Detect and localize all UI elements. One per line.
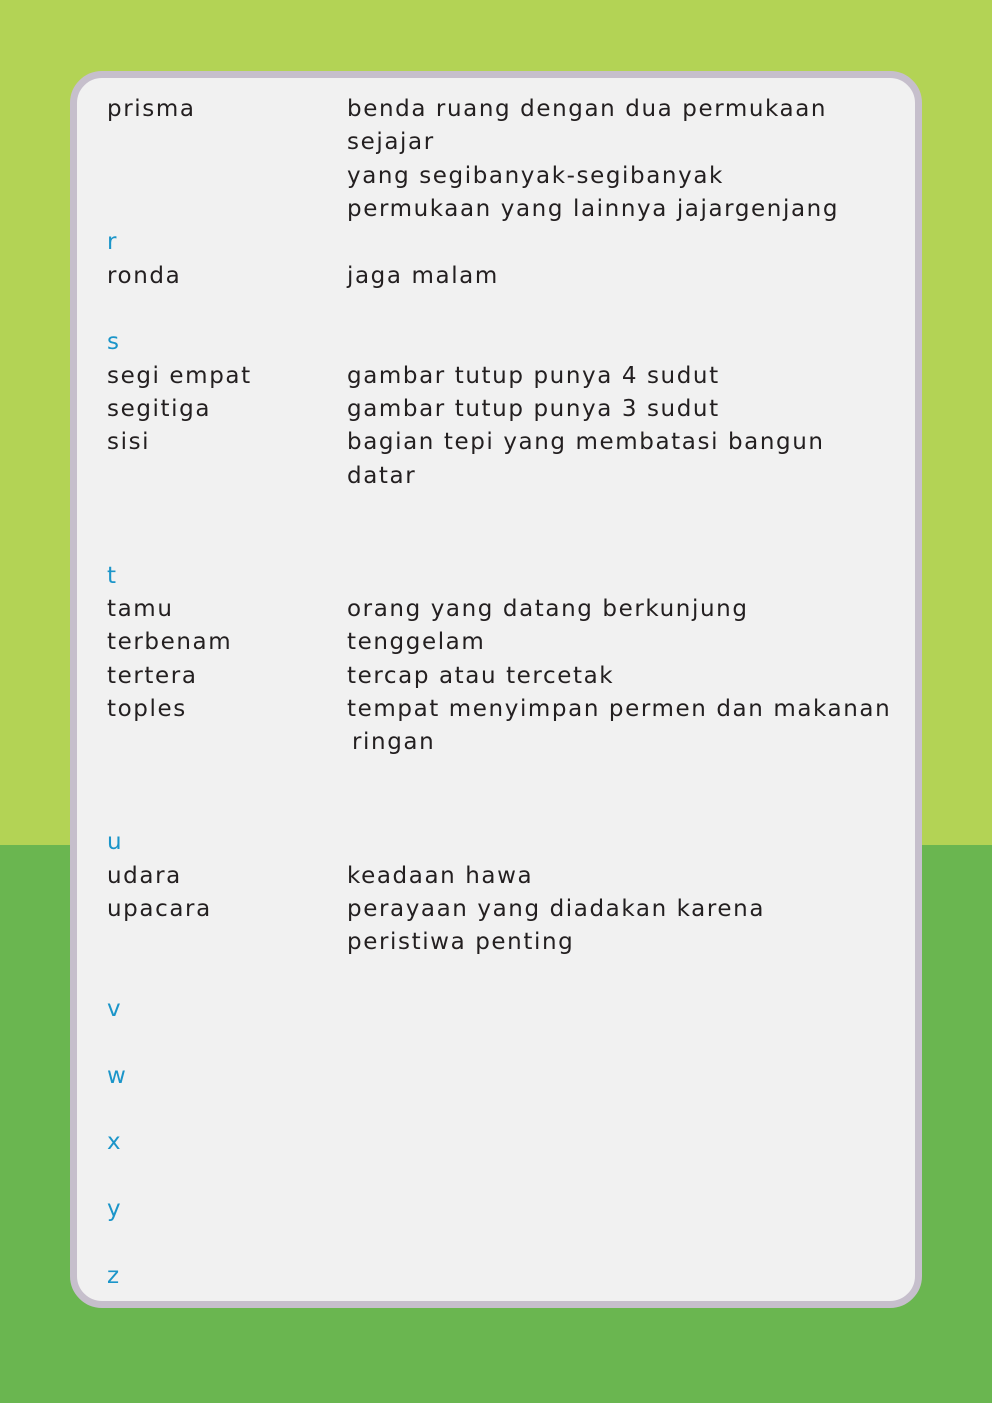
entry-term: toples bbox=[107, 696, 187, 722]
entry-definition: tenggelam bbox=[347, 629, 486, 655]
section-letter-r: r bbox=[107, 229, 117, 255]
entry-definition: bagian tepi yang membatasi bangun bbox=[347, 429, 825, 455]
entry-definition: permukaan yang lainnya jajargenjang bbox=[347, 196, 840, 222]
entry-term: udara bbox=[107, 863, 182, 889]
entry-definition: perayaan yang diadakan karena bbox=[347, 896, 766, 922]
entry-definition: jaga malam bbox=[347, 263, 499, 289]
entry-definition: gambar tutup punya 3 sudut bbox=[347, 396, 720, 422]
entry-term: terbenam bbox=[107, 629, 233, 655]
section-letter-x: x bbox=[107, 1129, 121, 1155]
entry-definition: orang yang datang berkunjung bbox=[347, 596, 749, 622]
entry-definition: ringan bbox=[352, 729, 436, 755]
section-letter-z: z bbox=[107, 1263, 120, 1289]
entry-term: tertera bbox=[107, 663, 198, 689]
entry-definition: keadaan hawa bbox=[347, 863, 534, 889]
entry-definition: tempat menyimpan permen dan makanan bbox=[347, 696, 892, 722]
section-letter-v: v bbox=[107, 996, 121, 1022]
entry-term: prisma bbox=[107, 96, 196, 122]
entry-term: tamu bbox=[107, 596, 174, 622]
section-letter-y: y bbox=[107, 1196, 121, 1222]
glossary-card bbox=[70, 71, 922, 1308]
entry-term: segi empat bbox=[107, 363, 252, 389]
entry-definition: peristiwa penting bbox=[347, 929, 575, 955]
section-letter-w: w bbox=[107, 1063, 126, 1089]
entry-definition: datar bbox=[347, 463, 417, 489]
entry-term: segitiga bbox=[107, 396, 212, 422]
entry-term: upacara bbox=[107, 896, 212, 922]
entry-definition: gambar tutup punya 4 sudut bbox=[347, 363, 720, 389]
section-letter-u: u bbox=[107, 829, 122, 855]
entry-term: sisi bbox=[107, 429, 151, 455]
entry-definition: yang segibanyak-segibanyak bbox=[347, 163, 724, 189]
entry-definition: sejajar bbox=[347, 129, 435, 155]
section-letter-t: t bbox=[107, 563, 117, 589]
entry-definition: benda ruang dengan dua permukaan bbox=[347, 96, 828, 122]
section-letter-s: s bbox=[107, 329, 119, 355]
entry-term: ronda bbox=[107, 263, 182, 289]
entry-definition: tercap atau tercetak bbox=[347, 663, 615, 689]
